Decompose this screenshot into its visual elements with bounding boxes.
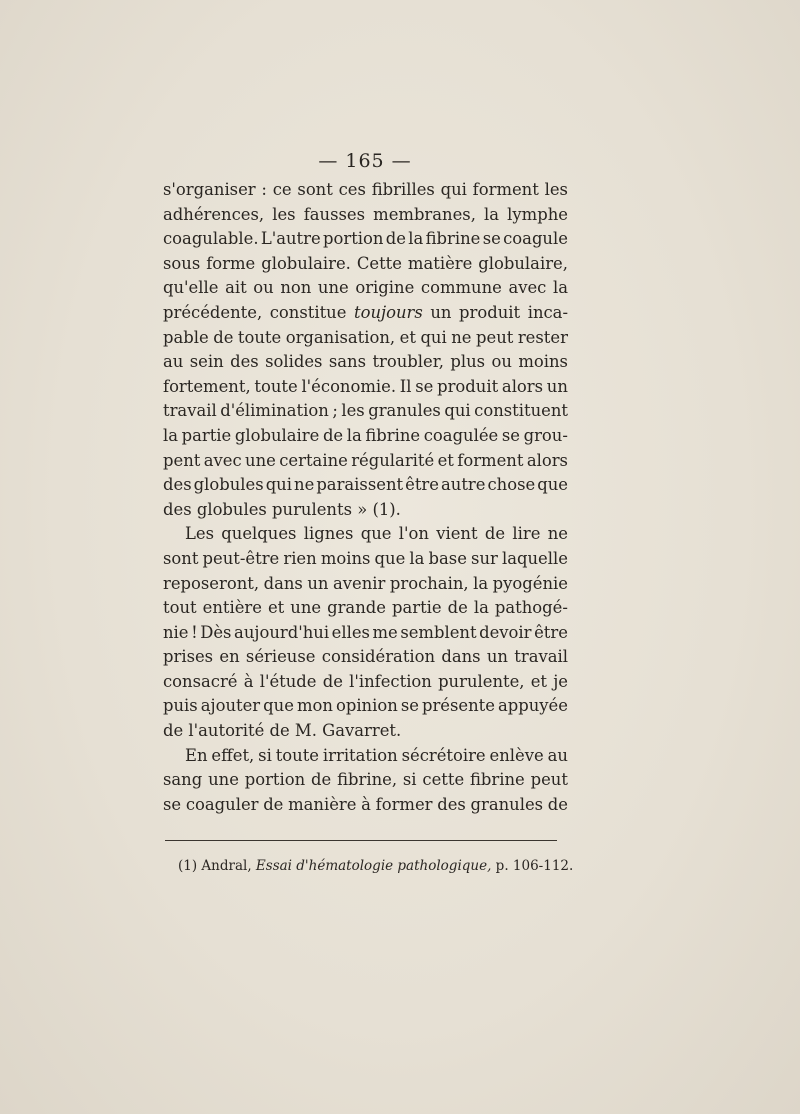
page-number: — 165 — [318, 150, 412, 172]
text-line: s'organiser : ce sont ces fibrilles qui forment les [163, 180, 568, 199]
text-line: sang une portion de fibrine, si cette fibrine peut [163, 770, 568, 790]
footnote-author: Andral, [201, 858, 252, 874]
body-text [163, 178, 568, 817]
text-line: tout entière et une grande partie de la pathogé- [163, 598, 568, 618]
text-line: En effet, si toute irritation sécrétoire enlève au [185, 745, 568, 765]
text-line: sous forme globulaire. Cette matière globulaire, [163, 253, 568, 273]
footnote [178, 858, 573, 874]
footnote-title: Essai d'hématologie pathologique, [255, 858, 492, 874]
text-line: la partie globulaire de la fibrine coagulée se grou- [163, 425, 568, 445]
footnote-pages: p. 106-112. [495, 858, 574, 874]
text-line: coagulable. L'autre portion de la fibrine se coagule [163, 229, 568, 249]
text-line: des globules purulents » (1). [163, 499, 401, 519]
text-line: consacré à l'étude de l'infection purulente, et je [163, 671, 568, 691]
text-line: reposeront, dans un avenir prochain, la pyogénie [163, 573, 568, 593]
text-line: fortement, toute l'économie. Il se produit alors un [163, 376, 568, 396]
text-line: qu'elle ait ou non une origine commune avec la [163, 278, 568, 298]
text-line: Les quelques lignes que l'on vient de lire ne [185, 524, 568, 544]
text-line: prises en sérieuse considération dans un travail [163, 647, 568, 667]
text-line: adhérences, les fausses membranes, la lymphe [163, 204, 568, 224]
text-line: au sein des solides sans troubler, plus ou moins [163, 352, 568, 372]
text-line: précédente, constitue toujours un produit inca- [163, 302, 568, 322]
text-line: de l'autorité de M. Gavarret. [163, 721, 402, 741]
text-line: puis ajouter que mon opinion se présente appuyée [163, 696, 568, 716]
text-line: travail d'élimination ; les granules qui constituent [163, 401, 568, 421]
text-line: se coaguler de manière à former des granules de [163, 794, 568, 814]
text-line: sont peut-être rien moins que la base sur laquelle [163, 548, 568, 568]
text-line: pent avec une certaine régularité et forment alors [163, 450, 568, 470]
footnote-marker: (1) [178, 858, 198, 874]
text-line: nie ! Dès aujourd'hui elles me semblent devoir être [163, 622, 568, 642]
text-line: pable de toute organisation, et qui ne peut rester [163, 327, 568, 347]
footnote-rule [165, 840, 557, 841]
text-line: des globules qui ne paraissent être autre chose que [163, 475, 568, 495]
